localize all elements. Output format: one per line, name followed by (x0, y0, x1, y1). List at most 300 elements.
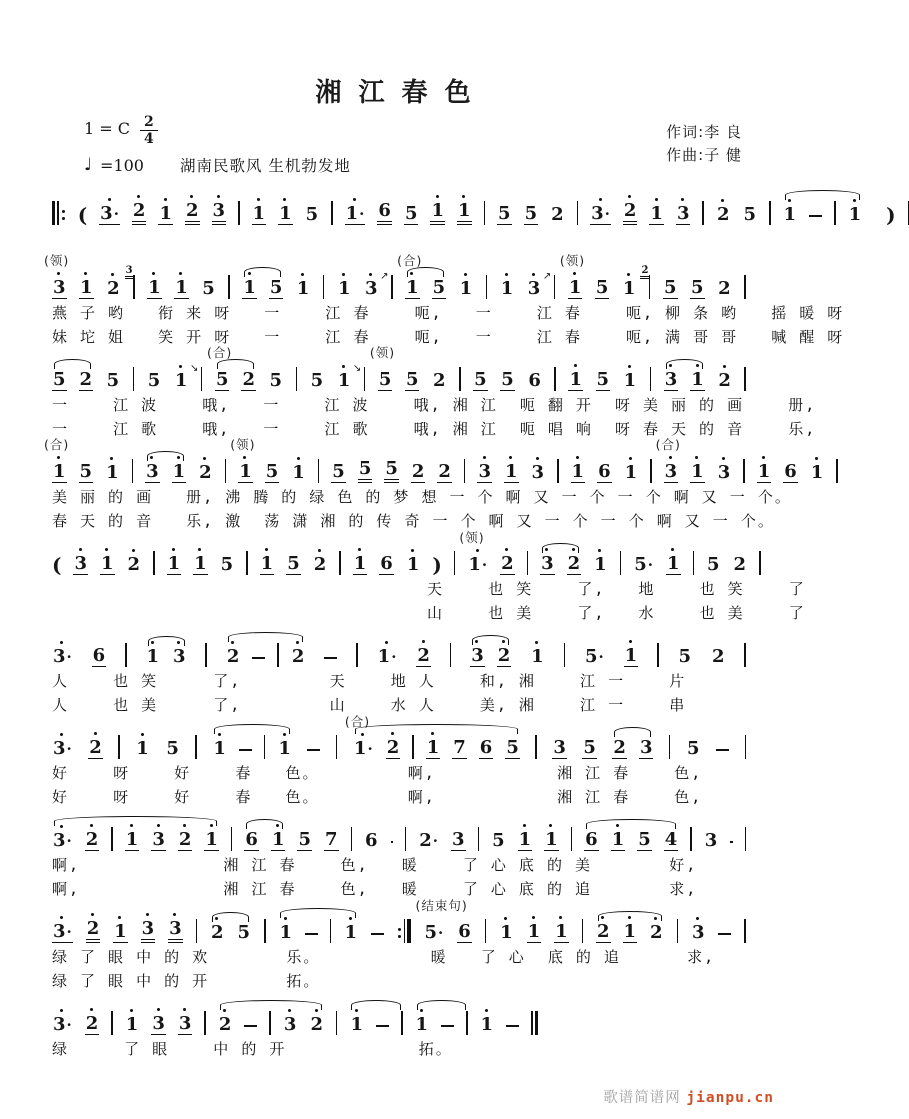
thin-barline (323, 275, 325, 299)
barline (246, 551, 248, 575)
lyrics-line-2: 绿 了 眼 中 的 开 拓。 (52, 972, 321, 990)
note (717, 463, 732, 483)
note-digit: 2 (438, 461, 451, 482)
note (165, 739, 180, 759)
note (397, 253, 423, 299)
note-digit: 2 (85, 829, 99, 850)
barline (196, 919, 198, 943)
voice-label: (领) (459, 530, 485, 545)
thin-barline (133, 367, 135, 391)
octave-dot (532, 273, 535, 276)
parenthesis: ( (52, 553, 62, 577)
note-digit: 5 (53, 369, 66, 390)
note-digit: 5 (686, 738, 700, 759)
augmentation-dot: · (66, 648, 72, 666)
note (743, 205, 758, 225)
thick-barline (407, 919, 410, 943)
note-digit: 2 (433, 370, 446, 391)
note (277, 739, 292, 759)
octave-dot (183, 824, 186, 827)
note-digit: 2 (107, 278, 120, 299)
note-digit: 5 (743, 204, 757, 225)
note-digit: 3 (100, 203, 113, 224)
note-digit: 2 (386, 737, 400, 758)
note (145, 462, 160, 483)
notation-row (52, 637, 746, 667)
note (132, 201, 147, 225)
note-digit: 3 (178, 1013, 192, 1034)
note-digit: 2 (716, 204, 730, 225)
note-digit: 3 (664, 461, 678, 482)
octave-dot (788, 199, 791, 202)
octave-dot (669, 456, 672, 459)
voice-label: (领) (230, 437, 256, 452)
voice-label: (领) (559, 253, 586, 268)
note (676, 204, 691, 225)
notation-row (52, 821, 746, 851)
note (686, 739, 701, 759)
note-digit: 5 (287, 553, 300, 574)
octave-dot (183, 1008, 186, 1011)
note-digit: 1 (205, 829, 218, 850)
note (198, 463, 213, 483)
key-signature-row (84, 114, 742, 147)
note (252, 204, 267, 225)
octave-dot (297, 457, 300, 460)
watermark-domain-link[interactable]: jianpu.cn (686, 1090, 774, 1106)
note (106, 265, 133, 299)
note (79, 370, 94, 391)
voice-label: (合) (397, 253, 423, 268)
octave-dot (353, 198, 356, 201)
octave-dot (223, 1009, 226, 1012)
note (377, 201, 392, 225)
lyricist: 作词:李 良 (666, 123, 742, 141)
note-digit: 3 (471, 645, 484, 666)
thin-barline (195, 735, 197, 759)
thin-barline (264, 919, 266, 943)
barline (690, 827, 692, 851)
note-digit: 3 (452, 829, 465, 850)
note-digit: 3 (53, 921, 66, 942)
thin-barline (620, 551, 622, 575)
note (324, 830, 339, 851)
note (147, 278, 162, 299)
note-digit: 1 (504, 461, 518, 482)
note (297, 830, 312, 851)
note-digit: 1 (623, 921, 637, 942)
octave-dot (283, 733, 286, 736)
note (690, 278, 705, 299)
voice-label: (结束句) (415, 898, 468, 913)
score-system-10 (52, 1005, 746, 1059)
duration-dash (718, 933, 731, 935)
octave-dot (695, 456, 698, 459)
thin-barline (527, 551, 529, 575)
augmentation-dot: · (647, 556, 653, 574)
note (540, 554, 555, 575)
note (593, 555, 608, 575)
octave-dot (598, 549, 601, 552)
note-digit: 1 (114, 921, 127, 942)
octave-dot (190, 195, 193, 198)
note-digit: 2 (711, 646, 725, 667)
note (52, 739, 73, 759)
note (204, 830, 219, 851)
voice-label: (合) (344, 714, 371, 729)
note-digit: 6 (528, 370, 541, 391)
note (567, 554, 582, 575)
note-digit: 2 (310, 1014, 323, 1035)
note-digit: 1 (458, 200, 471, 221)
barline (323, 275, 325, 299)
note-digit: 6 (378, 200, 391, 221)
note (113, 922, 128, 943)
note-digit: 2 (497, 645, 511, 666)
note-digit: 5 (595, 277, 609, 298)
note-digit: 6 (92, 645, 106, 666)
barline (693, 551, 695, 575)
octave-dot (146, 913, 149, 916)
note (415, 898, 468, 943)
note-digit: 5 (424, 922, 438, 943)
note-digit: 3 (664, 369, 678, 390)
duration-dash (376, 1025, 389, 1027)
duration-dash (730, 841, 732, 843)
note-digit: 5 (501, 369, 514, 390)
lyrics-line-1: 燕 子 哟 衔 来 呀 一 江 春 呃, 一 江 春 呃, 柳 条 哟 摇 暖 呀 (52, 304, 845, 322)
octave-dot (60, 733, 63, 736)
note (201, 279, 216, 299)
note-digit: 4 (664, 829, 678, 850)
octave-dot (198, 548, 201, 551)
note-digit: 2 (733, 554, 747, 575)
note-digit: 2 (623, 200, 637, 221)
slur-arc (242, 278, 283, 299)
note (663, 278, 678, 299)
note (426, 738, 441, 759)
note-digit: 5 (378, 369, 392, 390)
augmentation-dot: · (481, 556, 488, 574)
barline (582, 919, 584, 943)
thin-barline (405, 827, 407, 851)
thin-barline (238, 201, 240, 225)
octave-dot (629, 640, 632, 643)
octave-dot (369, 273, 372, 276)
note (172, 462, 187, 483)
note-digit: 1 (527, 921, 541, 942)
note-digit: 1 (406, 277, 419, 298)
note-digit: 3 (639, 737, 653, 758)
note (706, 555, 721, 575)
note-digit: 6 (784, 461, 797, 482)
octave-dot (535, 641, 538, 644)
octave-dot (118, 916, 121, 919)
thin-barline (650, 459, 652, 483)
note-digit: 6 (585, 829, 598, 850)
note-digit: 1 (406, 554, 420, 575)
note-digit: 5 (202, 278, 215, 299)
barline (238, 201, 240, 225)
thin-barline (650, 367, 652, 391)
note (174, 363, 199, 391)
note (193, 554, 208, 575)
octave-dot (431, 732, 434, 735)
octave-dot (523, 824, 526, 827)
note-digit: 6 (365, 830, 378, 851)
note-digit: 1 (337, 278, 351, 299)
note (358, 459, 373, 483)
note-digit: 2 (313, 554, 327, 575)
slide-down-icon: ↘ (189, 363, 199, 374)
thin-barline (745, 735, 747, 759)
thin-barline (486, 275, 488, 299)
octave-dot (422, 640, 425, 643)
note (497, 204, 512, 225)
augmentation-dot: · (598, 648, 604, 666)
octave-dot (361, 733, 364, 736)
slur-arc (210, 923, 251, 943)
note-digit: 1 (53, 461, 66, 482)
barline (339, 551, 341, 575)
octave-dot (654, 917, 657, 920)
thin-barline (205, 643, 207, 667)
note (655, 437, 681, 483)
note-digit: 1 (174, 370, 188, 391)
thin-barline (336, 1011, 338, 1035)
note (379, 554, 394, 575)
duration-dash (305, 933, 318, 935)
note (79, 462, 94, 483)
octave-dot (84, 272, 87, 275)
score-system-7 (52, 714, 746, 807)
note (518, 830, 533, 851)
note (309, 1015, 324, 1035)
barline (744, 367, 746, 391)
barline (351, 827, 353, 851)
note (178, 1014, 193, 1035)
note (411, 462, 426, 483)
barline (527, 551, 529, 575)
note (527, 922, 542, 943)
thin-barline (228, 275, 230, 299)
note-digit: 3 (691, 922, 705, 943)
octave-dot (509, 456, 512, 459)
note-digit: 1 (194, 553, 207, 574)
barline (478, 827, 480, 851)
note (430, 201, 445, 225)
note (416, 646, 431, 667)
slide-up-icon: ↗ (380, 271, 389, 282)
note (278, 204, 293, 225)
score-system-1 (52, 195, 896, 227)
note-digit: 3 (478, 461, 491, 482)
thin-barline (571, 827, 573, 851)
note (505, 738, 520, 759)
thin-barline (111, 827, 113, 851)
barline (744, 275, 746, 299)
time-signature (140, 115, 158, 146)
note (531, 463, 546, 483)
notation-row (52, 530, 747, 577)
slur-arc (415, 1011, 468, 1035)
note (127, 555, 142, 575)
note-digit: 1 (172, 461, 186, 482)
note (633, 555, 654, 575)
note (504, 462, 519, 483)
octave-dot (130, 824, 133, 827)
note (418, 831, 439, 851)
notation-row (52, 1005, 746, 1035)
note (364, 831, 379, 851)
barline (412, 735, 414, 759)
slur-arc (349, 1011, 402, 1035)
octave-dot (572, 548, 575, 551)
barline (318, 459, 320, 483)
lyrics-line-2: 一 江 歌 哦, 一 江 歌 哦, 湘 江 呃 唱 响 呀 春 天 的 音 乐, (52, 420, 817, 438)
octave-dot (385, 641, 388, 644)
note-digit: 1 (480, 1014, 494, 1035)
time-signature-denominator: 4 (144, 131, 154, 147)
barline (745, 735, 747, 759)
note-digit: 5 (404, 203, 418, 224)
octave-dot (476, 549, 479, 552)
note (241, 370, 256, 391)
barline (391, 275, 393, 299)
octave-dot (532, 916, 535, 919)
note (291, 647, 306, 667)
octave-dot (342, 365, 345, 368)
barline (769, 201, 771, 225)
notation-row (44, 437, 824, 483)
barline (296, 367, 298, 391)
octave-dot (172, 548, 175, 551)
note (690, 370, 705, 391)
note (783, 205, 798, 225)
barline (486, 275, 488, 299)
note (212, 739, 227, 759)
note (265, 462, 280, 483)
note-digit: 2 (650, 922, 663, 943)
note (174, 278, 189, 299)
note (73, 554, 88, 575)
watermark-site-name: 歌谱简谱网 (603, 1090, 687, 1106)
note (554, 922, 569, 943)
note-digit: 1 (279, 922, 292, 943)
note (666, 554, 681, 575)
note (44, 437, 70, 483)
repeat-dots (62, 210, 65, 220)
lyrics-line-2: 山 也 美 了, 水 也 美 了 (52, 604, 806, 622)
note-digit: 3 (541, 553, 554, 574)
notation-row (52, 195, 896, 227)
thin-barline (834, 201, 836, 225)
note-digit: 2 (567, 553, 581, 574)
note (530, 647, 545, 667)
note-digit: 5 (691, 277, 704, 298)
score-system-8 (52, 821, 746, 899)
barline (459, 367, 461, 391)
note (527, 371, 542, 391)
note-digit: 1 (622, 278, 636, 299)
augmentation-dot: · (359, 205, 365, 223)
barline (118, 735, 120, 759)
note-digit: 2 (89, 737, 102, 758)
octave-dot (90, 1008, 93, 1011)
barline (535, 735, 537, 759)
thin-barline (466, 1011, 468, 1035)
thin-barline (693, 551, 695, 575)
note-digit: 1 (531, 646, 544, 667)
note (717, 371, 732, 391)
note-digit: 5 (269, 370, 283, 391)
lyrics-line-2: 人 也 美 了, 山 水 人 美, 湘 江 一 串 (52, 696, 687, 714)
note-digit: 7 (325, 829, 338, 850)
score-system-4 (44, 437, 824, 531)
octave-dot (215, 917, 218, 920)
octave-dot (485, 1009, 488, 1012)
composer: 作曲:子 健 (666, 146, 742, 164)
note-digit: 2 (86, 918, 100, 939)
barline (331, 201, 333, 225)
note-digit: 5 (638, 829, 651, 850)
note-digit: 3 (169, 918, 182, 939)
note (624, 646, 639, 667)
slur-arc (52, 827, 219, 851)
thin-barline (702, 201, 704, 225)
octave-dot (410, 272, 413, 275)
note (499, 923, 514, 943)
note-digit: 3 (717, 462, 731, 483)
note-digit: 3 (212, 200, 226, 221)
note (590, 204, 611, 225)
thin-barline (690, 827, 692, 851)
thin-barline (744, 367, 746, 391)
slur-arc (664, 370, 705, 391)
note (480, 1015, 495, 1035)
note (85, 1014, 100, 1035)
thin-barline (459, 367, 461, 391)
note-digit: 1 (292, 462, 305, 483)
note-digit: 5 (596, 369, 610, 390)
note-digit: 2 (178, 829, 192, 850)
octave-dot (629, 457, 632, 460)
note-digit: 5 (166, 738, 179, 759)
barline (571, 827, 573, 851)
note (437, 462, 452, 483)
thin-barline (744, 643, 746, 667)
note-digit: 1 (624, 462, 638, 483)
voice-label: (合) (44, 437, 70, 452)
octave-dot (627, 273, 630, 276)
note-digit: 1 (459, 278, 473, 299)
barline (205, 643, 207, 667)
barline (464, 459, 466, 483)
note-digit: 3 (53, 738, 66, 759)
slur-arc (596, 922, 664, 943)
thin-barline (454, 551, 456, 575)
barline (485, 919, 487, 943)
thin-barline (657, 643, 659, 667)
note (584, 647, 605, 667)
note-digit: 3 (704, 830, 718, 851)
thin-barline (677, 919, 679, 943)
note (664, 830, 679, 851)
note (457, 922, 472, 943)
note (310, 371, 325, 391)
note (44, 253, 70, 299)
note (172, 647, 187, 667)
